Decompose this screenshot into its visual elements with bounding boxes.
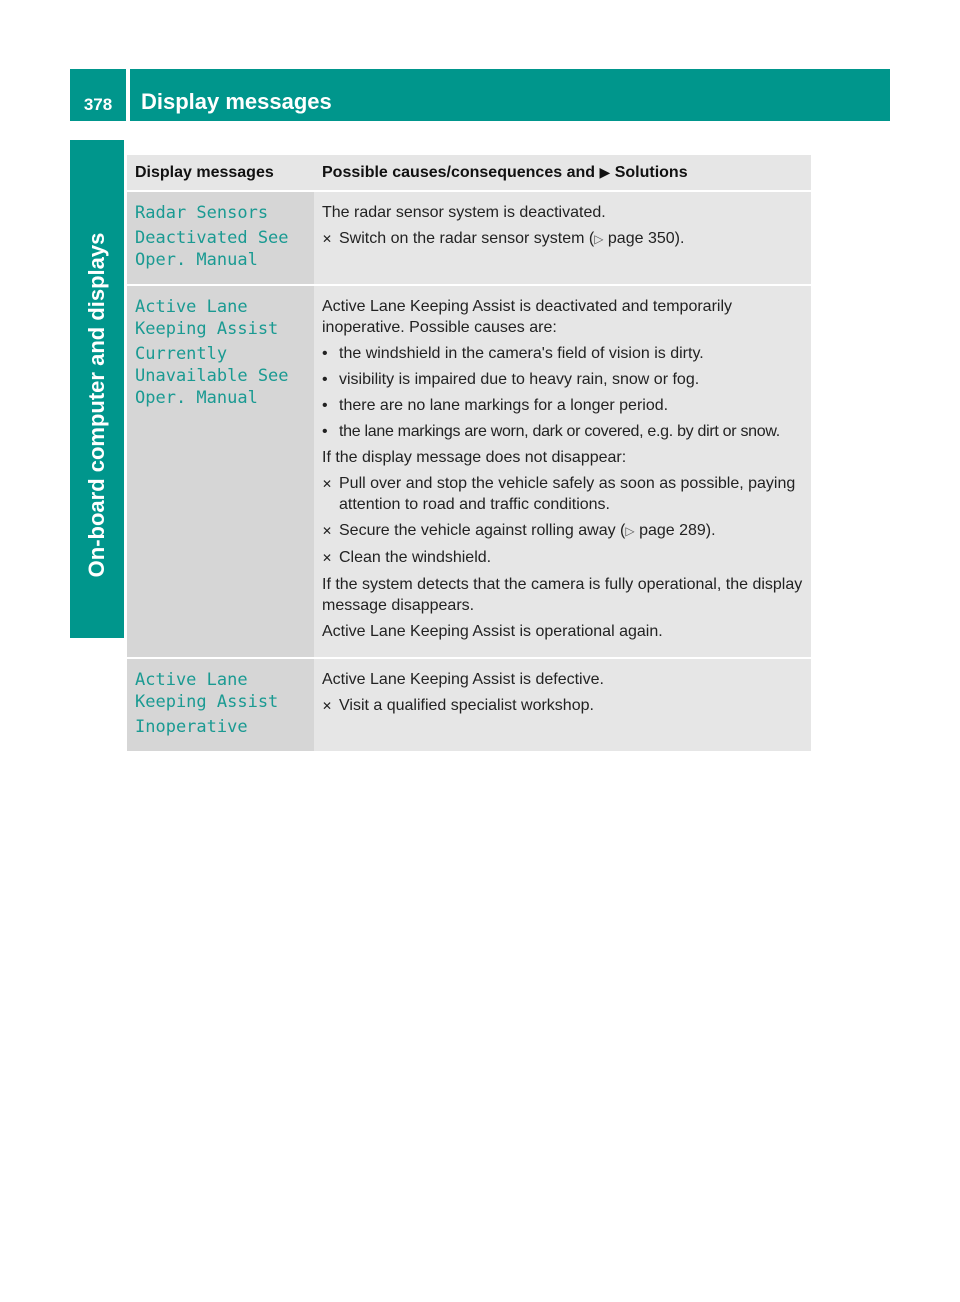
display-line: Oper. Manual bbox=[135, 250, 258, 270]
display-line: Keeping Assist bbox=[135, 319, 279, 339]
outro-text: Active Lane Keeping Assist is operational again. bbox=[322, 623, 663, 640]
display-line: Active Lane bbox=[135, 297, 248, 317]
col-header-post: Solutions bbox=[614, 164, 688, 181]
bullet-icon: • bbox=[322, 397, 328, 414]
display-line: Radar Sensors bbox=[135, 203, 269, 223]
display-line: Oper. Manual bbox=[135, 388, 258, 408]
step-text bbox=[339, 520, 716, 542]
display-line: Keeping Assist bbox=[135, 692, 279, 712]
message-cell bbox=[127, 191, 314, 285]
table-row bbox=[127, 191, 811, 285]
list-item bbox=[322, 421, 803, 442]
bullet-icon: • bbox=[322, 371, 328, 388]
step bbox=[322, 520, 803, 542]
step-text-pre: Secure the vehicle against rolling away ( bbox=[339, 522, 626, 539]
step-text bbox=[339, 228, 684, 250]
col-header-pre: Possible causes/consequences and bbox=[322, 164, 596, 181]
cause-text: The radar sensor system is deactivated. bbox=[322, 204, 606, 221]
bullet-text: there are no lane markings for a longer period. bbox=[339, 397, 669, 414]
triangle-ref-icon: ▷ bbox=[625, 524, 635, 538]
solution-cell bbox=[314, 285, 811, 658]
messages-table bbox=[127, 155, 811, 753]
intro-text: Active Lane Keeping Assist is deactivated and temporarily inoperative. Possible causes are: bbox=[322, 298, 733, 336]
play-arrow-icon: ▶ bbox=[599, 164, 611, 180]
page-ref: page 350). bbox=[607, 230, 685, 247]
col-header-solutions bbox=[314, 155, 811, 191]
page-title: Display messages bbox=[141, 89, 332, 114]
display-line: Active Lane bbox=[135, 670, 248, 690]
step bbox=[322, 547, 803, 569]
header-divider bbox=[126, 69, 130, 121]
page-ref: page 289). bbox=[639, 522, 716, 539]
step-text-pre: Switch on the radar sensor system ( bbox=[339, 230, 595, 247]
bullet-icon: • bbox=[322, 423, 328, 440]
step-text: Pull over and stop the vehicle safely as soon as possible, paying attention to road and traffic conditions. bbox=[339, 475, 796, 513]
step-text: Clean the windshield. bbox=[339, 549, 492, 566]
list-item bbox=[322, 395, 803, 416]
display-line: Currently bbox=[135, 344, 228, 364]
step bbox=[322, 228, 803, 250]
step bbox=[322, 695, 803, 717]
solution-cell bbox=[314, 191, 811, 285]
if-text: If the display message does not disappear: bbox=[322, 449, 627, 466]
message-cell bbox=[127, 658, 314, 752]
page-number: 378 bbox=[83, 95, 113, 114]
table-row bbox=[127, 285, 811, 658]
col-header-display-messages: Display messages bbox=[127, 155, 314, 191]
bullet-text: the lane markings are worn, dark or covered, e.g. by dirt or snow. bbox=[339, 423, 780, 440]
list-item bbox=[322, 369, 803, 390]
triangle-ref-icon: ▷ bbox=[594, 232, 604, 246]
cause-text: Active Lane Keeping Assist is defective. bbox=[322, 671, 604, 688]
display-message bbox=[135, 669, 306, 738]
table-header-row bbox=[127, 155, 811, 191]
bullet-icon: • bbox=[322, 345, 328, 362]
bullet-text: the windshield in the camera's field of vision is dirty. bbox=[339, 345, 704, 362]
bullet-text: visibility is impaired due to heavy rain, snow or fog. bbox=[339, 371, 700, 388]
display-message bbox=[135, 202, 306, 271]
solution-cell bbox=[314, 658, 811, 752]
side-tab-label: On-board computer and displays bbox=[84, 232, 109, 578]
x-step-icon: ✕ bbox=[322, 551, 333, 565]
outro-text: If the system detects that the camera is fully operational, the display message disappears. bbox=[322, 576, 803, 614]
x-step-icon: ✕ bbox=[322, 699, 333, 713]
side-block bbox=[70, 588, 124, 638]
x-step-icon: ✕ bbox=[322, 524, 333, 538]
x-step-icon: ✕ bbox=[322, 477, 333, 491]
display-line: Unavailable See bbox=[135, 366, 289, 386]
display-message bbox=[135, 296, 306, 409]
message-cell bbox=[127, 285, 314, 658]
step bbox=[322, 473, 803, 515]
table-row bbox=[127, 658, 811, 752]
display-line: Deactivated See bbox=[135, 228, 289, 248]
x-step-icon: ✕ bbox=[322, 232, 333, 246]
display-line: Inoperative bbox=[135, 717, 248, 737]
list-item bbox=[322, 343, 803, 364]
step-text: Visit a qualified specialist workshop. bbox=[339, 697, 594, 714]
